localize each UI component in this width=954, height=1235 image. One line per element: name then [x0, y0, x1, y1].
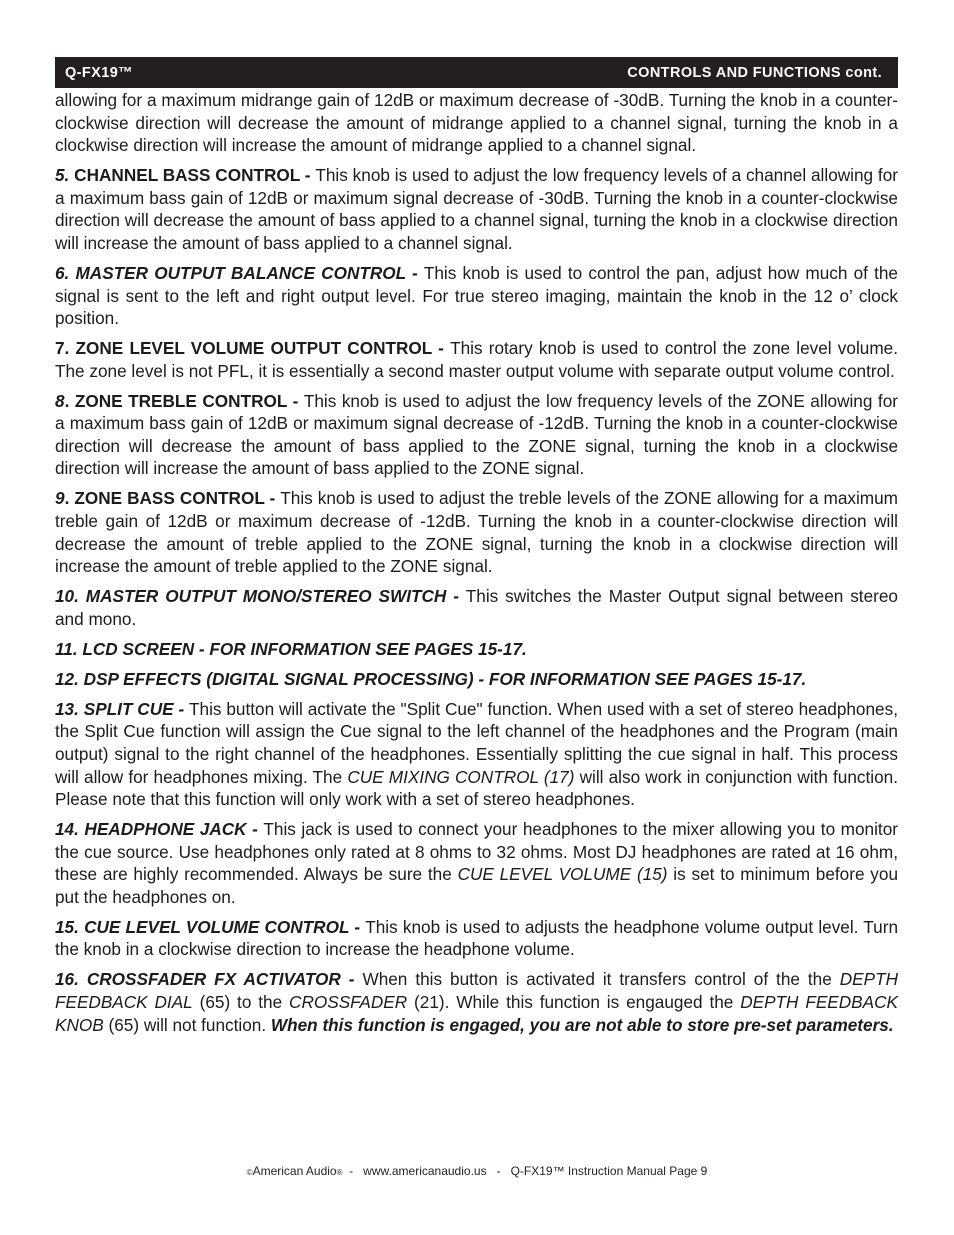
copyright-symbol: © [246, 1168, 253, 1177]
page-footer [0, 1164, 954, 1178]
item-title: 12. DSP EFFECTS (DIGITAL SIGNAL PROCESSING) - FOR INFORMATION SEE PAGES 15-17. [55, 668, 807, 689]
control-reference: CUE MIXING CONTROL (17) [347, 766, 575, 787]
page-header-bar [55, 57, 898, 88]
paragraph-midrange-cont [55, 89, 898, 157]
control-reference: CUE LEVEL VOLUME (15) [457, 864, 668, 885]
paragraph-text: This knob is used to control the pan, adjust how much of the signal is sent to the left and right output level. For true stereo imaging, maintain the knob in the 12 o’ clock position. [55, 262, 898, 329]
item-title: 16. CROSSFADER FX ACTIVATOR - [55, 969, 363, 990]
paragraph-text: (65) will not function. [103, 1014, 271, 1035]
item-title: 15. CUE LEVEL VOLUME CONTROL - [55, 916, 366, 937]
warning-text: When this function is engaged, you are not able to store pre-set parameters. [270, 1014, 894, 1035]
manual-content [55, 89, 898, 1044]
registered-symbol: ® [336, 1168, 343, 1177]
footer-text: - www.americanaudio.us - Q-FX19™ Instruction Manual Page 9 [342, 1164, 708, 1178]
paragraph-text: is set to minimum before you put the headphones on. [55, 864, 898, 907]
header-model: Q-FX19™ [65, 65, 134, 81]
item-title: 6. MASTER OUTPUT BALANCE CONTROL - [55, 262, 424, 283]
paragraph-crossfader-fx [55, 968, 898, 1036]
paragraph-text: This switches the Master Output signal between stereo and mono. [55, 586, 898, 629]
paragraph-dsp-effects [55, 668, 898, 691]
paragraph-text: allowing for a maximum midrange gain of 12dB or maximum decrease of -30dB. Turning the knob in a counter-clockwise direction will decrease the amount of midrange applied to a channel signal, turning the knob in a clockwise direction will increase the amount of midrange applied to a channel signal. [55, 90, 898, 156]
paragraph-split-cue [55, 698, 898, 811]
item-number: 8 [55, 390, 65, 411]
paragraph-text: This button will activate the "Split Cue" function. When used with a set of stereo headphones, the Split Cue function will assign the Cue signal to the left channel of the headphones and the Program (main output) signal to the right channel of the headphones. Essentially splitting the cue signal in half. This process will allow for headphones mixing. The [55, 698, 898, 787]
paragraph-text: This jack is used to connect your headphones to the mixer allowing you to monitor the cue source. Use headphones only rated at 8 ohms to 32 ohms. Most DJ headphones are rated at 16 ohm, these are highly recommended. Always be sure the [55, 819, 898, 885]
item-title: 11. LCD SCREEN - FOR INFORMATION SEE PAGES 15-17. [55, 638, 527, 659]
item-number: 5. [55, 165, 70, 186]
paragraph-text: (21). While this function is engauged the [407, 992, 741, 1013]
paragraph-mono-stereo [55, 585, 898, 630]
item-number: 9 [55, 488, 65, 509]
paragraph-text: This knob is used to adjust the treble levels of the ZONE allowing for a maximum treble gain of 12dB or maximum decrease of -12dB. Turning the knob in a counter-clockwise direction will decrease the amount of treble applied to the ZONE signal, turning the knob in a clockwise direction will increase the amount of treble applied to the ZONE signal. [55, 488, 898, 577]
paragraph-text: This knob is used to adjust the low frequency levels of a channel allowing for a maximum bass gain of 12dB or maximum signal decrease of -30dB. Turning the knob in a counter-clockwise direction will decrease the amount of bass applied to a channel signal, turning the knob in a clockwise direction will increase the amount of bass applied to a channel signal. [55, 165, 898, 253]
paragraph-channel-bass [55, 164, 898, 254]
footer-brand: American Audio [252, 1164, 337, 1178]
paragraph-zone-treble [55, 390, 898, 480]
paragraph-text: This rotary knob is used to control the zone level volume. The zone level is not PFL, it is essentially a second master output volume with separate output volume control. [55, 338, 898, 381]
paragraph-text: (65) to the [192, 992, 290, 1013]
paragraph-text: will also work in conjunction with function. Please note that this function will only work with a set of stereo headphones. [55, 766, 899, 810]
item-title: 14. HEADPHONE JACK - [55, 819, 264, 840]
control-reference: CROSSFADER [289, 992, 408, 1013]
item-title: . ZONE BASS CONTROL - [64, 488, 281, 509]
paragraph-master-balance [55, 262, 898, 330]
paragraph-lcd-screen [55, 638, 898, 661]
paragraph-text: This knob is used to adjust the low frequency levels of the ZONE allowing for a maximum bass gain of 12dB or maximum signal decrease of -12dB. Turning the knob in a counter-clockwise direction will decrease the amount of bass applied to the ZONE signal, turning the knob in a clockwise direction will increase the amount of bass applied to the ZONE signal. [55, 390, 898, 479]
paragraph-zone-bass [55, 487, 898, 577]
header-section-title: CONTROLS AND FUNCTIONS cont. [627, 65, 882, 81]
paragraph-headphone-jack [55, 818, 898, 908]
item-title: 13. SPLIT CUE - [55, 698, 190, 719]
paragraph-text: When this button is activated it transfers control of the the [362, 969, 840, 990]
control-reference: DEPTH FEEDBACK KNOB [55, 992, 898, 1035]
paragraph-text: This knob is used to adjusts the headphone volume output level. Turn the knob in a clockwise direction to increase the headphone volume. [55, 916, 899, 960]
item-title: CHANNEL BASS CONTROL - [69, 165, 316, 186]
item-title: . ZONE TREBLE CONTROL - [64, 390, 304, 411]
paragraph-zone-level [55, 337, 898, 382]
item-title: 7. ZONE LEVEL VOLUME OUTPUT CONTROL - [55, 338, 451, 359]
control-reference: DEPTH FEEDBACK DIAL [55, 969, 898, 1013]
item-title: 10. MASTER OUTPUT MONO/STEREO SWITCH - [55, 586, 466, 607]
paragraph-cue-level [55, 916, 898, 961]
